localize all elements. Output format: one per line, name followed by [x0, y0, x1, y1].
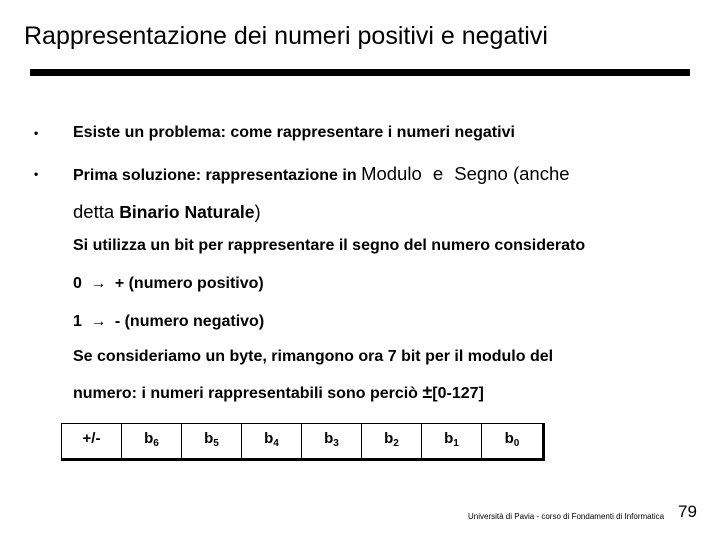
byte-text-line2-a: numero: i numeri rappresentabili sono perciò: [73, 385, 423, 402]
bit-index: 2: [393, 438, 399, 449]
close-paren: ): [254, 201, 261, 222]
bit-label: b: [444, 430, 454, 447]
bullet-marker-1: •: [34, 126, 39, 140]
byte-bit-table: [61, 423, 545, 461]
bit-label: b: [204, 430, 214, 447]
detta-word: detta: [73, 201, 120, 222]
zero-digit: 0: [73, 275, 82, 292]
bit-index: 3: [333, 438, 339, 449]
page-number: 79: [678, 502, 697, 521]
bit-cell: [122, 424, 182, 458]
byte-text-line1: Se consideriamo un byte, rimangono ora 7 bit per il modulo del: [73, 348, 554, 365]
slide-title: Rappresentazione dei numeri positivi e negativi: [24, 22, 548, 50]
one-mapping: [73, 313, 264, 331]
bullet-marker-2: •: [34, 167, 39, 181]
modulo-segno-term: Modulo e Segno: [361, 163, 508, 184]
footer-text: Università di Pavia - corso di Fondamenti di Informatica: [468, 512, 665, 521]
plus-minus-symbol: ±: [422, 382, 433, 402]
bullet-2-part1: Prima soluzione: rappresentazione in: [73, 167, 362, 184]
range-text: [0-127]: [432, 385, 484, 402]
bit-label: b: [504, 430, 514, 447]
byte-text-line2: [73, 382, 484, 403]
bit-label: b: [144, 430, 154, 447]
bit-index: 4: [273, 438, 279, 449]
bit-index: 1: [453, 438, 459, 449]
bit-index: 6: [153, 438, 159, 449]
arrow-icon: →: [90, 313, 107, 330]
bit-cell: [242, 424, 302, 458]
bit-cell: [302, 424, 362, 458]
bit-cell: [422, 424, 482, 458]
zero-mapping: [73, 275, 264, 293]
one-meaning: - (numero negativo): [114, 313, 265, 330]
binario-naturale-term: Binario Naturale: [119, 202, 255, 222]
bit-label: b: [324, 430, 334, 447]
bit-cell: [482, 424, 542, 458]
bit-label: b: [384, 430, 394, 447]
bit-cell: [62, 424, 122, 458]
bit-index: 5: [213, 438, 219, 449]
bit-index: 0: [513, 438, 520, 449]
bit-label: +/-: [82, 430, 101, 447]
bit-cell: [362, 424, 422, 458]
one-digit: 1: [73, 313, 82, 330]
bit-label: b: [264, 430, 274, 447]
title-underline: [30, 69, 690, 76]
bullet-text-2: [73, 163, 570, 185]
bullet-2-anche: (anche: [507, 163, 570, 184]
zero-meaning: + (numero positivo): [114, 275, 264, 292]
sign-bit-intro: Si utilizza un bit per rappresentare il segno del numero considerato: [73, 237, 586, 254]
bullet-text-2-line2: [73, 201, 261, 223]
bit-cell: [182, 424, 242, 458]
arrow-icon: →: [90, 275, 107, 292]
bullet-text-1: Esiste un problema: come rappresentare i numeri negativi: [73, 124, 515, 141]
